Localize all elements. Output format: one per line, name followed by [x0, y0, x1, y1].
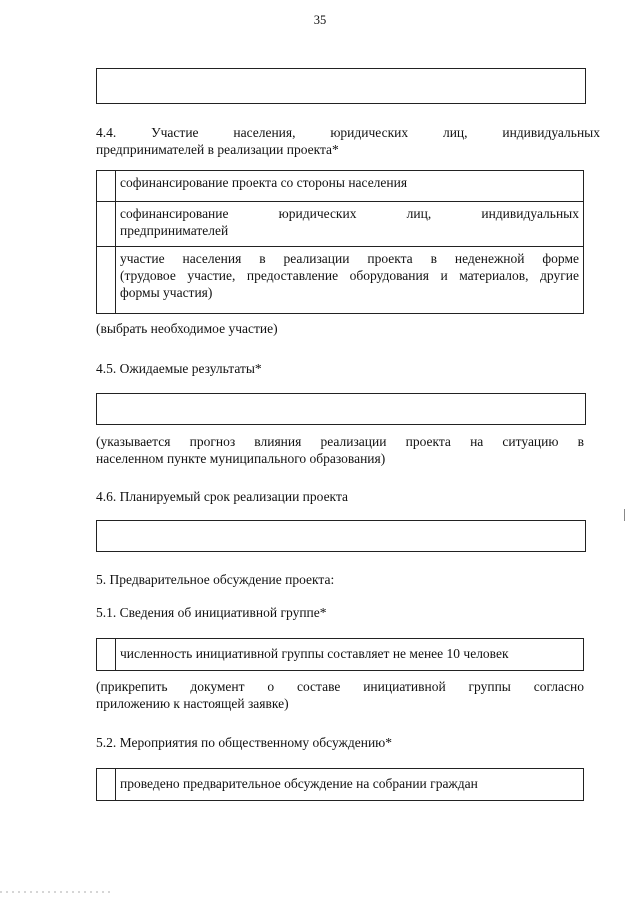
scan-noise — [0, 891, 110, 893]
initiative-group-note-line2: приложению к настоящей заявке) — [96, 696, 289, 711]
initiative-group-text — [116, 639, 584, 671]
expected-results-field[interactable] — [96, 393, 586, 425]
section-5-1-heading: 5.1. Сведения об инициативной группе* — [96, 605, 327, 620]
scan-margin-mark — [624, 509, 625, 521]
section-4-6-heading: 4.6. Планируемый срок реализации проекта — [96, 489, 348, 504]
public-discussion-option: проведено предварительное обсуждение на собрании граждан — [120, 776, 478, 791]
section-4-4-heading-line2: предпринимателей в реализации проекта* — [96, 142, 339, 157]
participation-option-checkbox[interactable] — [97, 202, 116, 247]
participation-options-table — [96, 170, 584, 314]
public-discussion-row — [97, 769, 584, 801]
participation-option-line: (трудовое участие, предоставление оборудования и материалов, другие — [120, 268, 579, 283]
participation-option-line: софинансирование проекта со стороны населения — [120, 175, 408, 190]
public-discussion-text — [116, 769, 584, 801]
expected-results-note-line1: (указывается прогноз влияния реализации проекта на ситуацию в — [96, 434, 584, 449]
initiative-group-note — [96, 678, 584, 712]
expected-results-note — [96, 433, 584, 467]
section-5-heading: 5. Предварительное обсуждение проекта: — [96, 572, 335, 587]
participation-option-line: участие населения в реализации проекта в неденежной форме — [120, 251, 579, 266]
participation-option-text — [116, 202, 584, 247]
section-4-4-heading-line1: 4.4. Участие населения, юридических лиц, индивидуальных — [96, 125, 600, 140]
participation-option-row — [97, 247, 584, 314]
initiative-group-table — [96, 638, 584, 671]
participation-option-checkbox[interactable] — [97, 171, 116, 202]
participation-note: (выбрать необходимое участие) — [96, 321, 278, 336]
participation-option-row — [97, 202, 584, 247]
participation-option-row — [97, 171, 584, 202]
participation-option-line: предпринимателей — [120, 223, 229, 238]
initiative-group-option: численность инициативной группы составляет не менее 10 человек — [120, 646, 509, 661]
public-discussion-table — [96, 768, 584, 801]
participation-option-line: софинансирование юридических лиц, индивидуальных — [120, 206, 579, 221]
section-5-2-heading: 5.2. Мероприятия по общественному обсуждению* — [96, 735, 393, 750]
participation-option-checkbox[interactable] — [97, 247, 116, 314]
initiative-group-note-line1: (прикрепить документ о составе инициативной группы согласно — [96, 679, 584, 694]
participation-option-text — [116, 171, 584, 202]
initiative-group-checkbox[interactable] — [97, 639, 116, 671]
participation-option-line: формы участия) — [120, 285, 213, 300]
public-discussion-checkbox[interactable] — [97, 769, 116, 801]
implementation-period-field[interactable] — [96, 520, 586, 552]
participation-option-text — [116, 247, 584, 314]
expected-results-note-line2: населенном пункте муниципального образования) — [96, 451, 386, 466]
initiative-group-row — [97, 639, 584, 671]
previous-field-box[interactable] — [96, 68, 586, 104]
section-4-4-heading — [96, 124, 600, 158]
section-4-5-heading: 4.5. Ожидаемые результаты* — [96, 361, 262, 376]
page-number: 35 — [313, 13, 327, 27]
